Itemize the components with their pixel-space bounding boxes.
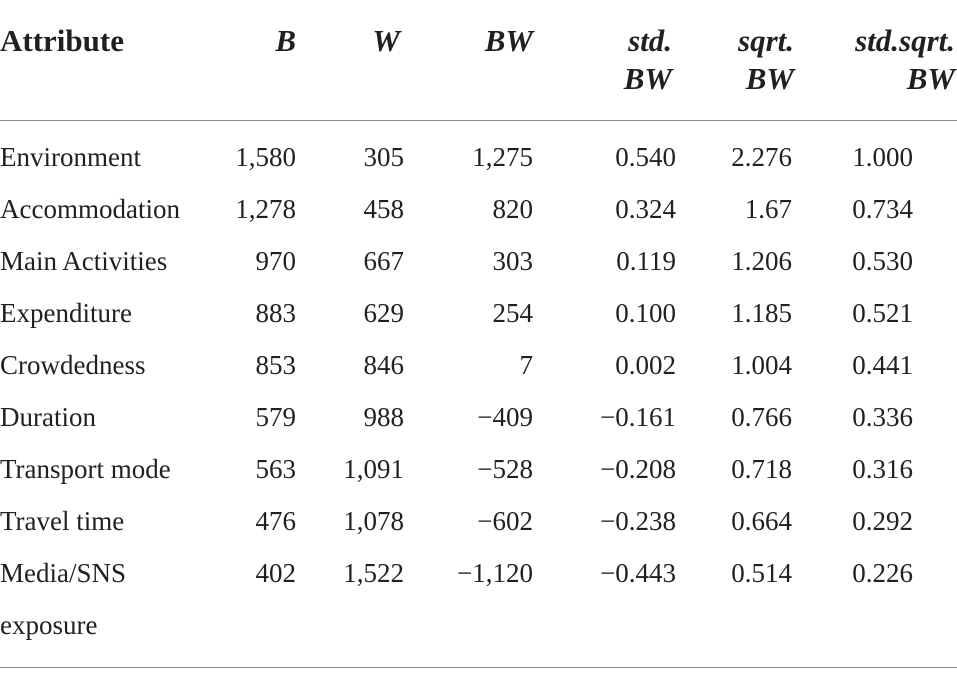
table-row: [0, 443, 957, 495]
cell-std-bw: 0.002: [615, 350, 676, 380]
cell-std-sqrt-bw: 0.336: [852, 402, 913, 432]
cell-attribute: Travel time: [0, 506, 125, 536]
cell-w: 458: [363, 194, 404, 224]
cell-w: 988: [363, 402, 404, 432]
cell-sqrt-bw: 0.766: [731, 402, 792, 432]
cell-attribute: Main Activities: [0, 246, 168, 276]
cell-w: 1,078: [343, 506, 404, 536]
cell-b: 579: [255, 402, 296, 432]
header-std-sqrt-bw: std.sqrt. BW: [800, 0, 957, 121]
cell-sqrt-bw: 1.206: [731, 246, 792, 276]
cell-bw: 254: [492, 298, 533, 328]
cell-std-bw: −0.238: [600, 506, 676, 536]
cell-sqrt-bw: 1.004: [731, 350, 792, 380]
cell-b: 1,580: [235, 142, 296, 172]
cell-attribute: Crowdedness: [0, 350, 146, 380]
cell-std-bw: −0.161: [600, 402, 676, 432]
table-body: [0, 121, 957, 668]
cell-bw: 820: [492, 194, 533, 224]
table-row: [0, 495, 957, 547]
cell-b: 1,278: [235, 194, 296, 224]
cell-std-bw: 0.540: [615, 142, 676, 172]
cell-std-bw: 0.324: [615, 194, 676, 224]
cell-std-sqrt-bw: 0.521: [852, 298, 913, 328]
cell-sqrt-bw: 2.276: [731, 142, 792, 172]
table-row: [0, 547, 957, 668]
cell-std-bw: 0.119: [616, 246, 676, 276]
table-row: [0, 121, 957, 184]
cell-w: 629: [363, 298, 404, 328]
cell-std-bw: 0.100: [615, 298, 676, 328]
cell-std-sqrt-bw: 0.734: [852, 194, 913, 224]
cell-b: 402: [212, 547, 296, 668]
header-sqrt-bw: sqrt. BW: [676, 0, 800, 121]
cell-b: 853: [255, 350, 296, 380]
table-row: [0, 339, 957, 391]
cell-bw: 303: [492, 246, 533, 276]
cell-bw: −528: [477, 454, 533, 484]
header-std-bw: std. BW: [533, 0, 676, 121]
cell-w: 305: [363, 142, 404, 172]
cell-attribute: Duration: [0, 402, 96, 432]
cell-bw: 7: [519, 350, 533, 380]
cell-attribute: Transport mode: [0, 454, 171, 484]
cell-sqrt-bw: 0.664: [731, 506, 792, 536]
cell-sqrt-bw: 1.185: [731, 298, 792, 328]
cell-b: 476: [255, 506, 296, 536]
cell-b: 563: [255, 454, 296, 484]
cell-sqrt-bw: 0.514: [676, 547, 800, 668]
cell-attribute: Environment: [0, 142, 141, 172]
cell-std-sqrt-bw: 0.226: [800, 547, 957, 668]
cell-b: 883: [255, 298, 296, 328]
cell-sqrt-bw: 1.67: [744, 194, 792, 224]
cell-std-sqrt-bw: 0.316: [852, 454, 913, 484]
cell-sqrt-bw: 0.718: [731, 454, 792, 484]
cell-w: 667: [363, 246, 404, 276]
cell-attribute: Expenditure: [0, 298, 132, 328]
cell-bw: 1,275: [472, 142, 533, 172]
cell-std-sqrt-bw: 0.292: [852, 506, 913, 536]
cell-attribute: Accommodation: [0, 194, 180, 224]
cell-b: 970: [255, 246, 296, 276]
cell-std-sqrt-bw: 0.441: [852, 350, 913, 380]
header-attribute: Attribute: [0, 0, 212, 121]
table-row: [0, 183, 957, 235]
cell-bw: −602: [477, 506, 533, 536]
cell-w: 1,522: [296, 547, 404, 668]
table-row: [0, 287, 957, 339]
cell-w: 1,091: [343, 454, 404, 484]
header-row: [0, 0, 957, 121]
cell-std-bw: −0.443: [533, 547, 676, 668]
table-row: [0, 235, 957, 287]
header-b: B: [212, 0, 296, 121]
cell-std-bw: −0.208: [600, 454, 676, 484]
table-row: [0, 391, 957, 443]
cell-bw: −1,120: [404, 547, 533, 668]
cell-bw: −409: [477, 402, 533, 432]
table-header: [0, 0, 957, 121]
header-w: W: [296, 0, 404, 121]
header-bw: BW: [404, 0, 533, 121]
cell-std-sqrt-bw: 0.530: [852, 246, 913, 276]
cell-attribute: Media/SNS exposure: [0, 547, 212, 668]
cell-w: 846: [363, 350, 404, 380]
cell-std-sqrt-bw: 1.000: [852, 142, 913, 172]
